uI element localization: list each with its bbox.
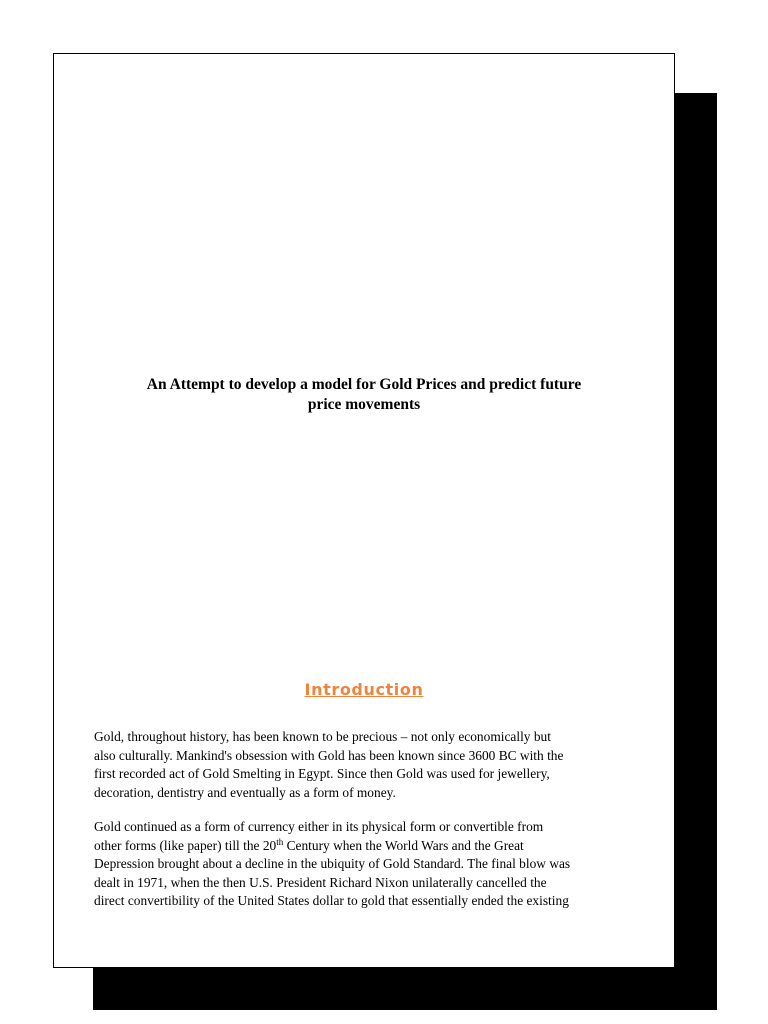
- title-line-2: price movements: [307, 396, 421, 413]
- section-heading-introduction: Introduction: [304, 680, 424, 699]
- paragraph-2-line-2-end: Century when the World Wars and the Great: [283, 837, 524, 853]
- title-line-1: An Attempt to develop a model for Gold Prices and predict future: [146, 376, 582, 393]
- document-title: [54, 375, 674, 415]
- paragraph-2-line-2: [94, 837, 640, 856]
- paragraph-1-line-4: decoration, dentistry and eventually as a form of money.: [94, 784, 396, 800]
- paragraph-2-line-4: dealt in 1971, when the then U.S. President Richard Nixon unilaterally cancelled the: [94, 874, 547, 890]
- paragraph-2-line-2-start: other forms (like paper) till the 20: [94, 837, 277, 853]
- paragraph-1: [94, 728, 640, 802]
- document-page: [53, 53, 675, 968]
- paragraph-2-line-3: Depression brought about a decline in the ubiquity of Gold Standard. The final blow was: [94, 856, 571, 872]
- paragraph-1-line-2: also culturally. Mankind's obsession with Gold has been known since 3600 BC with the: [94, 747, 564, 763]
- paragraph-2: [94, 818, 640, 911]
- paragraph-1-line-1: Gold, throughout history, has been known to be precious – not only economically but: [94, 729, 551, 744]
- paragraph-2-line-1: Gold continued as a form of currency either in its physical form or convertible from: [94, 819, 544, 834]
- paragraph-2-line-5: direct convertibility of the United States dollar to gold that essentially ended the existing: [94, 893, 569, 909]
- paragraph-1-line-3: first recorded act of Gold Smelting in Egypt. Since then Gold was used for jewellery,: [94, 766, 550, 782]
- superscript-th: th: [276, 836, 284, 847]
